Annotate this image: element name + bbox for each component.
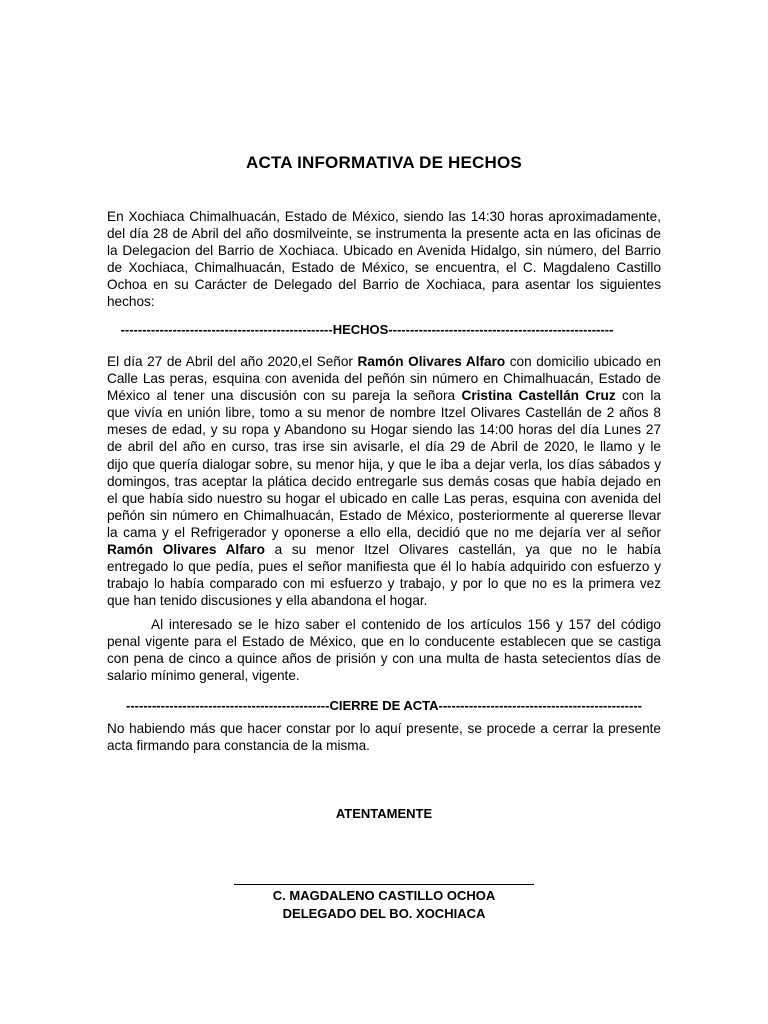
document-title: ACTA INFORMATIVA DE HECHOS	[246, 153, 522, 172]
intro-line: En Xochiaca Chimalhuacán, Estado de México, siendo las 14:30 horas aproximadamente,	[107, 209, 661, 224]
hechos-line: la cama y el Refrigerador y oponerse a ello ella, decidió que no me dejaría ver al señor	[107, 524, 661, 540]
cierre-line: acta firmando para constancia de la misma.	[107, 738, 370, 754]
closing-salutation: ATENTAMENTE	[335, 806, 433, 821]
hechos-line: el que había sido nuestro su hogar el ubicado en calle Las peras, esquina con avenida del	[107, 490, 661, 506]
legal-line: Al interesado se le hizo saber el contenido de los artículos 156 y 157 del código	[151, 617, 661, 632]
intro-line: de Xochiaca, Chimalhuacán, Estado de México, se encuentra, el C. Magdaleno Castillo	[107, 260, 661, 276]
text-run: con la	[615, 388, 661, 404]
cierre-line: No habiendo más que hacer constar por lo aquí presente, se procede a cerrar la presente	[107, 721, 661, 736]
signer-role: DELEGADO DEL BO. XOCHIACA	[282, 906, 486, 921]
hechos-line: dijo que quería dialogar sobre, su menor hija, y que le iba a dejar verla, los días sábados y	[107, 456, 661, 472]
intro-line: hechos:	[107, 294, 155, 310]
intro-line: del día 28 de Abril del año dosmilveinte, se instrumenta la presente acta en las oficinas de	[107, 226, 661, 242]
hechos-paragraph	[107, 353, 661, 609]
text-run: México al tener una discusión con su pareja la señora	[107, 388, 462, 404]
legal-paragraph	[107, 616, 661, 684]
bold-name: Ramón Olivares Alfaro	[357, 354, 506, 369]
hechos-line: trabajo lo había comparado con mi esfuerzo y trabajo, y por lo que no es la primera vez	[107, 576, 661, 592]
hechos-line: que han tenido discusiones y ella abandona el hogar.	[107, 593, 428, 609]
hechos-line: Calle Las peras, esquina con avenida del peñón sin número en Chimalhuacán, Estado de	[107, 371, 661, 387]
text-run: El día 27 de Abril del año 2020,el Señor	[107, 354, 358, 369]
hechos-line: entregado lo que pedía, pues el señor manifiesta que él lo había adquirido con esfuerzo y	[107, 559, 661, 575]
hechos-line	[107, 387, 661, 404]
cierre-separator: -----------------------------------------------CIERRE DE ACTA-----------------------------------------------	[126, 698, 642, 713]
hechos-line	[107, 541, 661, 558]
legal-line: penal vigente para el Estado de México, que en lo conducente establecen que se castiga	[107, 634, 661, 650]
cierre-paragraph	[107, 720, 661, 754]
hechos-line: que vivía en unión libre, tomo a su menor de nombre Itzel Olivares Castellán de 2 años 8	[107, 405, 661, 421]
intro-paragraph	[107, 208, 661, 311]
intro-line: Ochoa en su Carácter de Delegado del Barrio de Xochiaca, para asentar los siguientes	[107, 277, 661, 293]
hechos-separator: -------------------------------------------------HECHOS----------------------------------------------------	[120, 322, 614, 337]
legal-line: con pena de cinco a quince años de prisión y con una multa de hasta setecientos días de	[107, 651, 661, 667]
hechos-line: meses de edad, y su ropa y Abandono su Hogar siendo las 14:00 horas del día Lunes 27	[107, 422, 661, 438]
signer-name: C. MAGDALENO CASTILLO OCHOA	[272, 888, 496, 903]
bold-name: Ramón Olivares Alfaro	[107, 542, 265, 558]
signature-block	[107, 887, 661, 923]
intro-line: la Delegacion del Barrio de Xochiaca. Ubicado en Avenida Hidalgo, sin número, del Barrio	[107, 243, 661, 259]
legal-line: salario mínimo general, vigente.	[107, 668, 300, 684]
hechos-line	[107, 353, 661, 370]
text-run: a su menor Itzel Olivares castellán, ya que no le había	[264, 542, 661, 558]
signature-line	[234, 884, 534, 885]
hechos-line: de abril del año en curso, tras irse sin avisarle, el día 29 de Abril de 2020, le llamo y le	[107, 439, 661, 455]
bold-name: Cristina Castellán Cruz	[461, 388, 616, 404]
hechos-line: domingos, tras aceptar la plática decido entregarle sus demás cosas que había dejado en	[107, 473, 661, 489]
hechos-line: peñón sin número en Chimalhuacán, Estado de México, posteriormente al quererse llevar	[107, 507, 661, 523]
text-run: con domicilio ubicado en	[505, 354, 661, 369]
